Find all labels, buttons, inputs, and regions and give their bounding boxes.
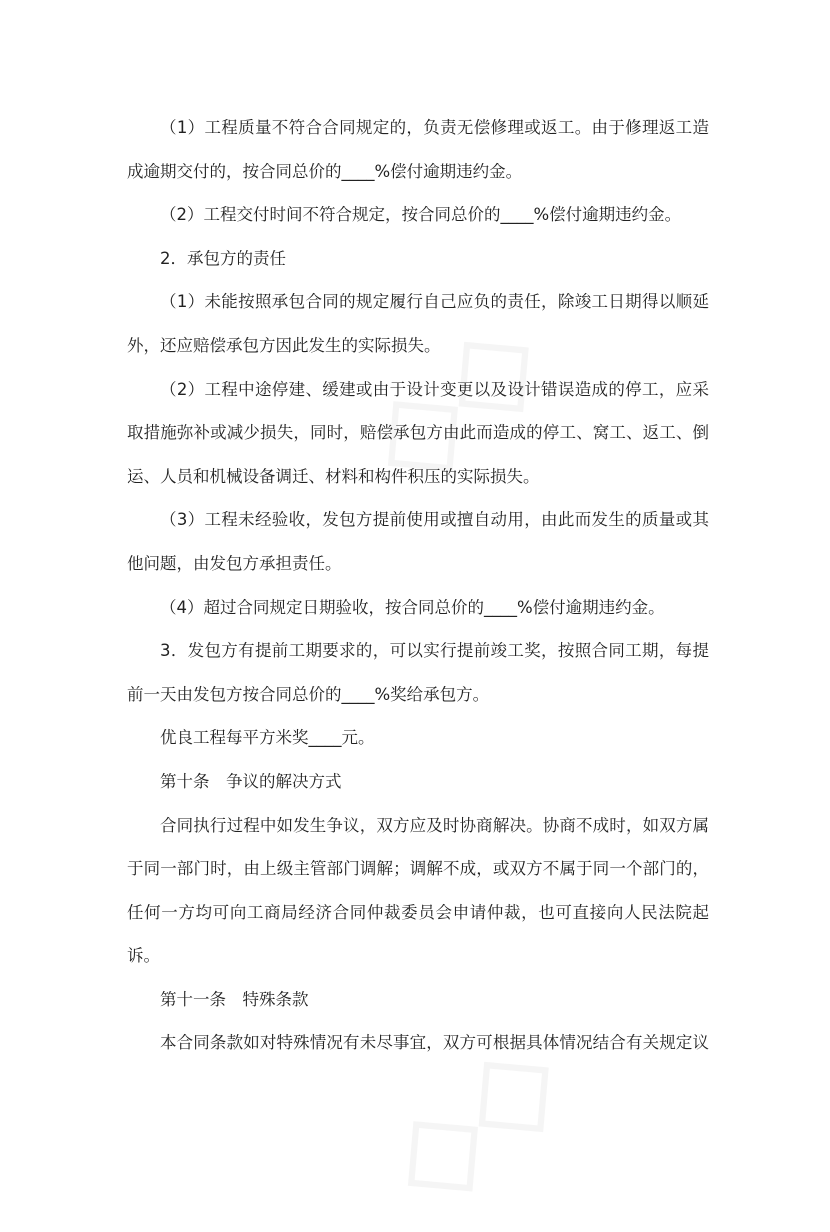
text-line: （2）工程交付时间不符合规定，按合同总价的____%偿付逾期违约金。 — [160, 205, 682, 225]
text-line: 前一天由发包方按合同总价的____%奖给承包方。 — [127, 684, 490, 704]
text-line: （1）未能按照承包合同的规定履行自己应负的责任，除竣工日期得以顺延 — [160, 292, 709, 312]
text-line: 诉。 — [127, 946, 160, 966]
text-line: 成逾期交付的，按合同总价的____%偿付逾期违约金。 — [127, 161, 523, 181]
text-line: 本合同条款如对特殊情况有未尽事宜，双方可根据具体情况结合有关规定议 — [160, 1033, 709, 1053]
text-line: 合同执行过程中如发生争议，双方应及时协商解决。协商不成时，如双方属 — [160, 815, 709, 835]
text-line: 优良工程每平方米奖____元。 — [160, 728, 375, 748]
text-line: 外，还应赔偿承包方因此发生的实际损失。 — [127, 335, 441, 355]
text-line: 第十条 争议的解决方式 — [160, 771, 342, 791]
text-line: 3．发包方有提前工期要求的，可以实行提前竣工奖，按照合同工期，每提 — [160, 641, 709, 661]
text-line: 2．承包方的责任 — [160, 248, 286, 268]
text-line: 取措施弥补或减少损失，同时，赔偿承包方由此而造成的停工、窝工、返工、倒 — [127, 423, 709, 443]
text-line: 运、人员和机械设备调迁、材料和构件积压的实际损失。 — [127, 466, 540, 486]
text-line: 第十一条 特殊条款 — [160, 989, 309, 1009]
text-line: 他问题，由发包方承担责任。 — [127, 553, 342, 573]
text-line: 于同一部门时，由上级主管部门调解；调解不成，或双方不属于同一个部门的， — [127, 859, 709, 879]
text-line: （3）工程未经验收，发包方提前使用或擅自动用，由此而发生的质量或其 — [160, 510, 709, 530]
document-body — [127, 106, 709, 1065]
text-line: （4）超过合同规定日期验收，按合同总价的____%偿付逾期违约金。 — [160, 597, 665, 617]
text-line: 任何一方均可向工商局经济合同仲裁委员会申请仲裁，也可直接向人民法院起 — [127, 902, 709, 922]
text-line: （1）工程质量不符合合同规定的，负责无偿修理或返工。由于修理返工造 — [160, 118, 709, 137]
text-line: （2）工程中途停建、缓建或由于设计变更以及设计错误造成的停工，应采 — [160, 379, 709, 399]
